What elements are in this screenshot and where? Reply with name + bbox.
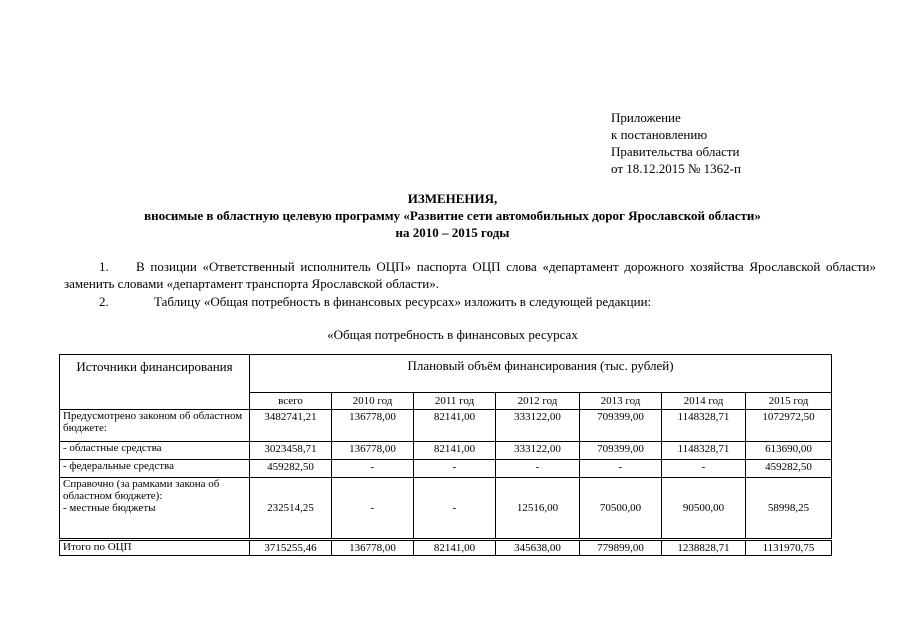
approval-line: к постановлению xyxy=(611,127,708,142)
table-cell: 1072972,50 xyxy=(746,410,832,442)
table-cell: 3482741,21 xyxy=(250,410,332,442)
table-cell: - xyxy=(332,460,414,478)
approval-block xyxy=(611,109,741,177)
document-subtitle-period: на 2010 – 2015 годы xyxy=(395,225,510,240)
table-row xyxy=(60,460,832,478)
table-cell: 12516,00 xyxy=(496,478,580,540)
paragraph-number: 2. xyxy=(99,294,109,309)
table-cell: 136778,00 xyxy=(332,442,414,460)
paragraph-text: Таблицу «Общая потребность в финансовых ресурсах» изложить в следующей редакции: xyxy=(154,294,652,309)
table-cell: 1148328,71 xyxy=(662,442,746,460)
column-header: 2012 год xyxy=(496,393,580,410)
table-cell: 709399,00 xyxy=(580,442,662,460)
table-cell: 3715255,46 xyxy=(250,540,332,556)
table-cell: 82141,00 xyxy=(414,540,496,556)
document-subtitle: вносимые в областную целевую программу «Развитие сети автомобильных дорог Ярославской области» xyxy=(144,208,761,223)
table-row xyxy=(60,478,832,540)
table-cell: 82141,00 xyxy=(414,442,496,460)
row-label: Предусмотрено законом об областном бюджете: xyxy=(60,410,250,442)
row-label: Итого по ОЦП xyxy=(60,540,250,556)
table-cell: - xyxy=(662,460,746,478)
table-cell: 136778,00 xyxy=(332,410,414,442)
paragraph-text: В позиции «Ответственный исполнитель ОЦП» паспорта ОЦП слова «департамент дорожного хозяйства Ярославской области» заменить словами «департамент транспорта Ярославской области». xyxy=(64,259,876,291)
table-cell: 333122,00 xyxy=(496,442,580,460)
row-label-text: Справочно (за рамками закона об областном бюджете): xyxy=(63,478,220,502)
column-header: 2014 год xyxy=(662,393,746,410)
table-row xyxy=(60,442,832,460)
table-cell: 3023458,71 xyxy=(250,442,332,460)
funding-table xyxy=(59,354,832,556)
paragraph-2 xyxy=(99,293,651,310)
table-cell: 1131970,75 xyxy=(746,540,832,556)
paragraph-1 xyxy=(64,258,876,292)
table-cell: - xyxy=(496,460,580,478)
column-header: 2015 год xyxy=(746,393,832,410)
table-cell: 459282,50 xyxy=(250,460,332,478)
table-cell: - xyxy=(580,460,662,478)
table-cell: 58998,25 xyxy=(746,478,832,540)
column-header: 2010 год xyxy=(332,393,414,410)
column-header: 2011 год xyxy=(414,393,496,410)
approval-date-number: от 18.12.2015 № 1362-п xyxy=(611,161,741,176)
row-label: - федеральные средства xyxy=(60,460,250,478)
column-header: всего xyxy=(250,393,332,410)
table-cell: - xyxy=(414,460,496,478)
table-cell: 709399,00 xyxy=(580,410,662,442)
paragraph-number: 1. xyxy=(99,259,109,274)
approval-line: Приложение xyxy=(611,110,681,125)
table-cell: 136778,00 xyxy=(332,540,414,556)
table-cell: 345638,00 xyxy=(496,540,580,556)
table-cell: 82141,00 xyxy=(414,410,496,442)
document-title: ИЗМЕНЕНИЯ, xyxy=(407,191,498,206)
row-label-sub: - местные бюджеты xyxy=(63,502,156,514)
table-cell: - xyxy=(414,478,496,540)
row-label: - областные средства xyxy=(60,442,250,460)
column-header: 2013 год xyxy=(580,393,662,410)
table-cell: 90500,00 xyxy=(662,478,746,540)
approval-line: Правительства области xyxy=(611,144,740,159)
table-cell: 459282,50 xyxy=(746,460,832,478)
table-cell: 333122,00 xyxy=(496,410,580,442)
table-row-total xyxy=(60,540,832,556)
table-cell: 70500,00 xyxy=(580,478,662,540)
header-plan: Плановый объём финансирования (тыс. рублей) xyxy=(250,355,832,393)
table-caption: «Общая потребность в финансовых ресурсах xyxy=(327,327,578,342)
table-cell: - xyxy=(332,478,414,540)
header-source: Источники финансирования xyxy=(60,355,250,410)
table-cell: 1148328,71 xyxy=(662,410,746,442)
table-cell: 232514,25 xyxy=(250,478,332,540)
table-cell: 779899,00 xyxy=(580,540,662,556)
row-label xyxy=(60,478,250,540)
table-cell: 1238828,71 xyxy=(662,540,746,556)
table-cell: 613690,00 xyxy=(746,442,832,460)
table-row xyxy=(60,410,832,442)
